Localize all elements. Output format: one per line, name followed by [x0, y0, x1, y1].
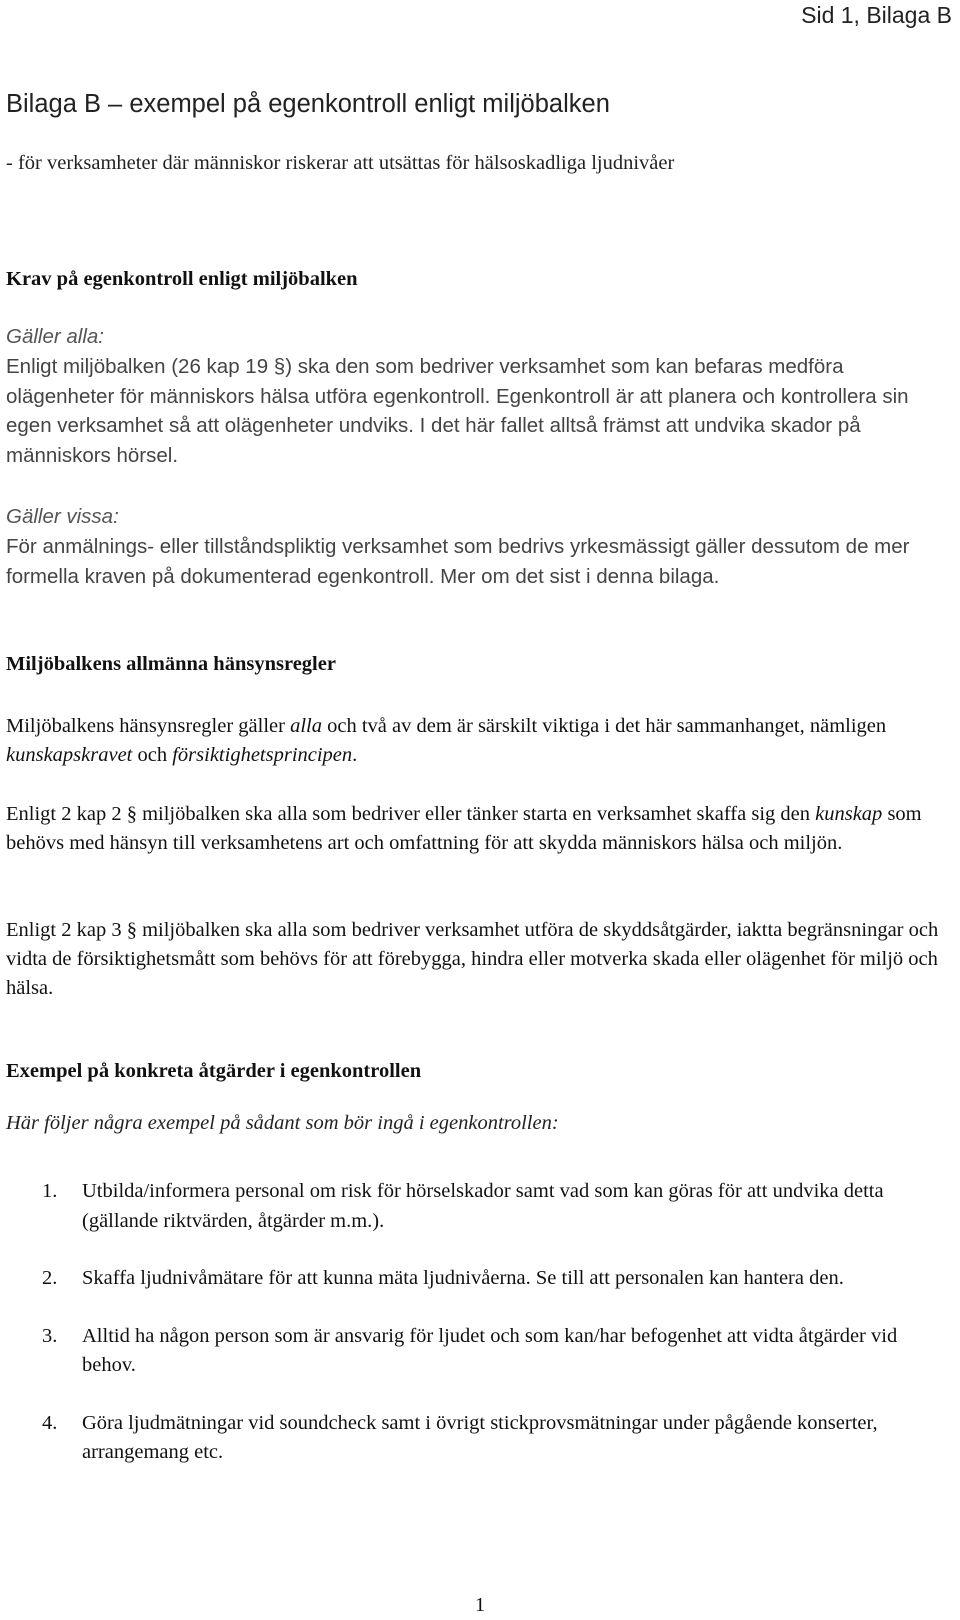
list-item-text: Skaffa ljudnivåmätare för att kunna mäta ljudnivåerna. Se till att personalen kan hantera den.	[82, 1267, 844, 1289]
page-header-label: Sid 1, Bilaga B	[801, 2, 952, 28]
exempel-intro: Här följer några exempel på sådant som bör ingå i egenkontrollen:	[6, 1112, 559, 1134]
list-item	[0, 1322, 948, 1381]
galler-alla-text: Enligt miljöbalken (26 kap 19 §) ska den som bedriver verksamhet som kan befaras medföra olägenheter för människors hälsa utföra egenkontroll. Egenkontroll är att planera och kontrollera sin egen verksamhet så att olägenheter undviks. I det här fallet alltså främst att undvika skador på människors hörsel.	[6, 355, 909, 467]
galler-vissa-label: Gäller vissa:	[6, 505, 119, 528]
list-item-number: 3.	[42, 1324, 58, 1347]
paragraph-2kap2: Enligt 2 kap 2 § miljöbalken ska alla som bedriver eller tänker starta en verksamhet skaffa sig den kunskap som behövs med hänsyn till verksamhetens art och omfattning för att skydda människors hälsa och miljön.	[6, 803, 922, 854]
list-item	[0, 1409, 948, 1468]
list-item-number: 1.	[42, 1180, 58, 1202]
galler-vissa-text: För anmälnings- eller tillståndspliktig verksamhet som bedrivs yrkesmässigt gäller dessutom de mer formella kraven på dokumenterad egenkontroll. Mer om det sist i denna bilaga.	[6, 535, 910, 588]
galler-alla-label: Gäller alla:	[6, 325, 104, 348]
document-subtitle: - för verksamheter där människor riskerar att utsättas för hälsoskadliga ljudnivåer	[6, 152, 675, 174]
list-item	[0, 1264, 948, 1294]
heading-krav: Krav på egenkontroll enligt miljöbalken	[6, 268, 358, 290]
galler-alla-block	[6, 322, 948, 470]
emphasis-kunskapskravet: kunskapskravet	[6, 744, 133, 766]
heading-hansynsregler: Miljöbalkens allmänna hänsynsregler	[6, 653, 336, 675]
document-title: Bilaga B – exempel på egenkontroll enligt miljöbalken	[6, 90, 610, 118]
list-item-text: Utbilda/informera personal om risk för hörselskador samt vad som kan göras för att undvika detta (gällande riktvärden, åtgärder m.m.).	[82, 1180, 884, 1232]
list-item-number: 4.	[42, 1411, 58, 1434]
exempel-list	[0, 1177, 948, 1496]
list-item	[0, 1177, 948, 1236]
emphasis-forsiktighetsprincipen: försiktighetsprincipen	[172, 744, 353, 766]
page-number: 1	[474, 1594, 486, 1616]
paragraph-hansynsregler: Miljöbalkens hänsynsregler gäller alla och två av dem är särskilt viktiga i det här sammanhanget, nämligen kunskapskravet och försiktighetsprincipen.	[6, 715, 887, 766]
galler-vissa-block	[6, 502, 948, 591]
list-item-text: Göra ljudmätningar vid soundcheck samt i övrigt stickprovsmätningar under pågående konserter, arrangemang etc.	[82, 1411, 878, 1463]
emphasis-kunskap: kunskap	[815, 803, 883, 825]
heading-exempel: Exempel på konkreta åtgärder i egenkontrollen	[6, 1060, 422, 1082]
paragraph-2kap3: Enligt 2 kap 3 § miljöbalken ska alla som bedriver verksamhet utföra de skyddsåtgärder, iaktta begränsningar och vidta de försiktighetsmått som behövs för att förebygga, hindra eller motverka skada eller olägenhet för miljö och hälsa.	[6, 919, 939, 999]
emphasis-alla: alla	[290, 715, 322, 737]
list-item-number: 2.	[42, 1267, 58, 1289]
list-item-text: Alltid ha någon person som är ansvarig för ljudet och som kan/har befogenhet att vidta åtgärder vid behov.	[82, 1324, 898, 1376]
